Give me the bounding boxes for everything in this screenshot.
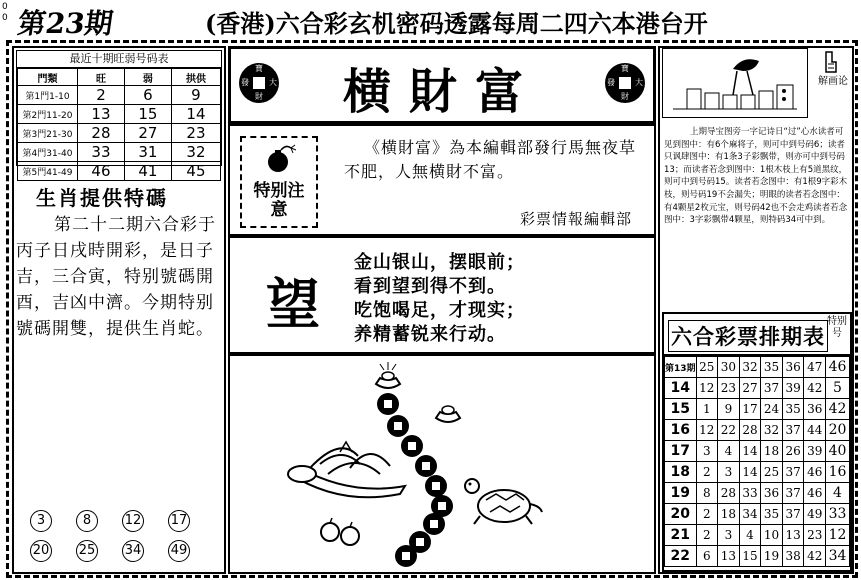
special-number: 46 [826,357,850,378]
draw-number: 25 [696,357,718,378]
fortune-illustration [230,356,654,572]
draw-number: 39 [804,441,826,462]
explain-text: 上期导宝图旁一字记诗日“过”心水读者可见到图中：有6个麻将子，则可中到号码6；读者只讽肆图中：有1条3子彩飘带，则亦可中到号码13；而读者若念到图中：1根木枝上有5道黑纹，则可中到号码15。读者若念图中：有1根9字彩木枝，则号码19不会漏失；明眼的读者若念图中：有4颗星2枚元宝，则号码42也不会走鸡读者若念图中：3字彩飘带4颗星，则特码34可中到。 [664,127,848,226]
hot-cold-value: 15 [124,105,171,124]
issue-label: 18 [665,462,697,483]
hot-cold-row [18,143,221,162]
draw-number: 36 [761,483,783,504]
coin-right [605,63,645,103]
poem-line-3: 吃饱喝足，才现实； [354,300,525,321]
special-number: 12 [826,525,850,546]
schedule-row [665,546,850,567]
hot-cold-row [18,124,221,143]
draw-number: 27 [739,378,761,399]
draw-number: 18 [718,504,740,525]
draw-number: 37 [782,504,804,525]
draw-number: 1 [696,399,718,420]
draw-number: 12 [696,378,718,399]
coin-char-top: 寶 [621,64,629,73]
schedule-row [665,462,850,483]
draw-number: 35 [782,399,804,420]
group-label: 第4門31-40 [18,143,78,162]
issue-label: 第13期 [665,357,697,378]
zodiac-number: 17 [168,510,190,532]
schedule-row [665,357,850,378]
coin-char-bottom: 財 [621,92,629,101]
schedule-table [664,356,850,567]
issue-label: 17 [665,441,697,462]
schedule-row [665,525,850,546]
schedule-row [665,399,850,420]
hot-cold-table-box [16,50,222,180]
coin-char-bottom: 財 [255,92,263,101]
coin-char-right: 大 [269,78,277,87]
special-header: 特别号 [827,316,847,339]
draw-number: 2 [696,525,718,546]
draw-number: 37 [782,420,804,441]
coin-hole [394,422,402,430]
draw-number: 35 [761,504,783,525]
zodiac-number: 49 [168,540,190,562]
draw-number: 4 [718,441,740,462]
poem-char: 望 [266,272,320,336]
issue-label: 19 [665,483,697,504]
draw-number: 14 [739,462,761,483]
draw-number: 36 [782,357,804,378]
special-number: 34 [826,546,850,567]
draw-number: 33 [739,483,761,504]
hot-cold-value: 32 [171,143,220,162]
puzzle-illustration [663,49,807,117]
draw-number: 19 [761,546,783,567]
draw-number: 30 [718,357,740,378]
hot-cold-row [18,86,221,105]
issue-label: 15 [665,399,697,420]
draw-number: 36 [804,399,826,420]
draw-number: 47 [804,357,826,378]
coin-hole [422,462,430,470]
draw-number: 12 [696,420,718,441]
gold-ingot-icon [376,362,400,388]
issue-label: 14 [665,378,697,399]
draw-number: 46 [804,483,826,504]
draw-number: 38 [782,546,804,567]
hot-cold-value: 41 [124,162,171,181]
col-header: 弱 [124,69,171,86]
banner-title: 横財富 [342,64,541,120]
draw-number: 28 [718,483,740,504]
coin-char-left: 發 [241,78,249,87]
hot-cold-value: 23 [171,124,220,143]
hot-cold-value: 27 [124,124,171,143]
col-header: 門類 [18,69,78,86]
issue-label: 21 [665,525,697,546]
hot-cold-value: 45 [171,162,220,181]
turtle-icon [465,479,542,524]
special-number: 40 [826,441,850,462]
illustration-box [228,354,656,574]
special-number: 16 [826,462,850,483]
hot-cold-row [18,162,221,181]
puzzle-image-box [662,48,808,118]
notice-box [228,124,656,236]
draw-number: 18 [761,441,783,462]
hot-cold-value: 13 [78,105,125,124]
draw-number: 42 [804,546,826,567]
zodiac-number: 34 [122,540,144,562]
draw-number: 42 [804,378,826,399]
zodiac-body: 第二十二期六合彩于丙子日戌時開彩，是日子吉，三合寅，特别號碼開酉，吉凶中濟。今期特别號碼開雙，提供生肖蛇。 [16,215,216,339]
issue-label: 16 [665,420,697,441]
coin-char-left: 發 [607,78,615,87]
coin-char-right: 大 [635,78,643,87]
coin-hole [438,502,446,510]
special-number: 20 [826,420,850,441]
draw-number: 10 [761,525,783,546]
group-label: 第1門1-10 [18,86,78,105]
fruit-boat-icon [288,442,405,545]
schedule-row [665,378,850,399]
hot-cold-table-title: 最近十期旺弱号码表 [17,51,221,68]
hot-cold-header-row [18,69,221,86]
hot-cold-value: 28 [78,124,125,143]
coin-hole [384,400,392,408]
draw-number: 4 [739,525,761,546]
gold-ingot-icon [436,406,460,422]
col-header: 旺 [78,69,125,86]
draw-number: 15 [739,546,761,567]
draw-number: 35 [761,357,783,378]
issue-label: 20 [665,504,697,525]
bomb-icon [264,144,298,174]
draw-number: 23 [804,525,826,546]
header-issue-small: 0 0 [2,2,8,23]
hot-cold-value: 9 [171,86,220,105]
draw-number: 23 [718,378,740,399]
issue-label: 22 [665,546,697,567]
coin-hole [402,552,410,560]
zodiac-number: 25 [76,540,98,562]
col-header: 拱供 [171,69,220,86]
draw-number: 13 [718,546,740,567]
draw-number: 34 [739,504,761,525]
notice-text: 《横財富》為本編輯部發行馬無夜草不肥，人無横財不富。 [344,138,637,181]
draw-number: 37 [782,462,804,483]
coin-hole [430,520,438,528]
draw-number: 24 [761,399,783,420]
draw-number: 49 [804,504,826,525]
schedule-row [665,441,850,462]
hot-cold-value: 31 [124,143,171,162]
issue-number: 第23期 [15,7,116,40]
notice-label: 特别注意 [253,181,305,220]
hot-cold-row [18,105,221,124]
schedule-row [665,483,850,504]
poem-line-1: 金山银山，摆眼前； [354,252,525,273]
draw-number: 9 [718,399,740,420]
hot-cold-value: 14 [171,105,220,124]
schedule-title: 六合彩票排期表 [668,320,828,352]
explain-label: 解画论 [818,76,848,87]
hot-cold-value: 6 [124,86,171,105]
special-number: 4 [826,483,850,504]
group-label: 第5門41-49 [18,162,78,181]
hot-cold-table [17,68,221,181]
notice-signature: 彩票情報編輯部 [519,210,632,228]
hot-cold-value: 2 [78,86,125,105]
schedule-row [665,420,850,441]
draw-number: 2 [696,462,718,483]
draw-number: 32 [761,420,783,441]
draw-number: 17 [739,399,761,420]
draw-number: 3 [718,525,740,546]
draw-number: 2 [696,504,718,525]
schedule-row [665,504,850,525]
draw-number: 44 [804,420,826,441]
group-label: 第2門11-20 [18,105,78,124]
draw-number: 13 [782,525,804,546]
draw-number: 37 [761,378,783,399]
coin-char-top: 寶 [255,64,263,73]
draw-number: 6 [696,546,718,567]
pointing-hand-icon [820,50,844,74]
group-label: 第3門21-30 [18,124,78,143]
page-title: (香港)六合彩玄机密码透露每周二四六本港台开 [205,9,708,38]
poem-line-2: 看到望到得不到。 [354,276,506,297]
draw-number: 22 [718,420,740,441]
draw-number: 8 [696,483,718,504]
draw-number: 3 [718,462,740,483]
special-number: 33 [826,504,850,525]
draw-number: 26 [782,441,804,462]
hot-cold-value: 46 [78,162,125,181]
banner-box [228,46,656,124]
coin-hole [432,482,440,490]
zodiac-number: 8 [76,510,98,532]
poem-box [228,236,656,354]
special-number: 5 [826,378,850,399]
poem-line-4: 养精蓄锐来行动。 [354,324,506,345]
draw-number: 14 [739,441,761,462]
hot-cold-value: 33 [78,143,125,162]
draw-number: 37 [782,483,804,504]
draw-number: 28 [739,420,761,441]
draw-number: 39 [782,378,804,399]
schedule-box [662,312,852,572]
draw-number: 3 [696,441,718,462]
notice-label-box [240,136,318,228]
zodiac-heading: 生肖提供特碼 [36,186,168,210]
zodiac-number: 3 [30,510,52,532]
draw-number: 32 [739,357,761,378]
zodiac-number: 12 [122,510,144,532]
draw-number: 25 [761,462,783,483]
draw-number: 46 [804,462,826,483]
schedule-header [664,314,850,356]
coin-hole [408,442,416,450]
zodiac-numbers [30,510,210,570]
special-number: 42 [826,399,850,420]
coin-hole [416,538,424,546]
zodiac-number: 20 [30,540,52,562]
